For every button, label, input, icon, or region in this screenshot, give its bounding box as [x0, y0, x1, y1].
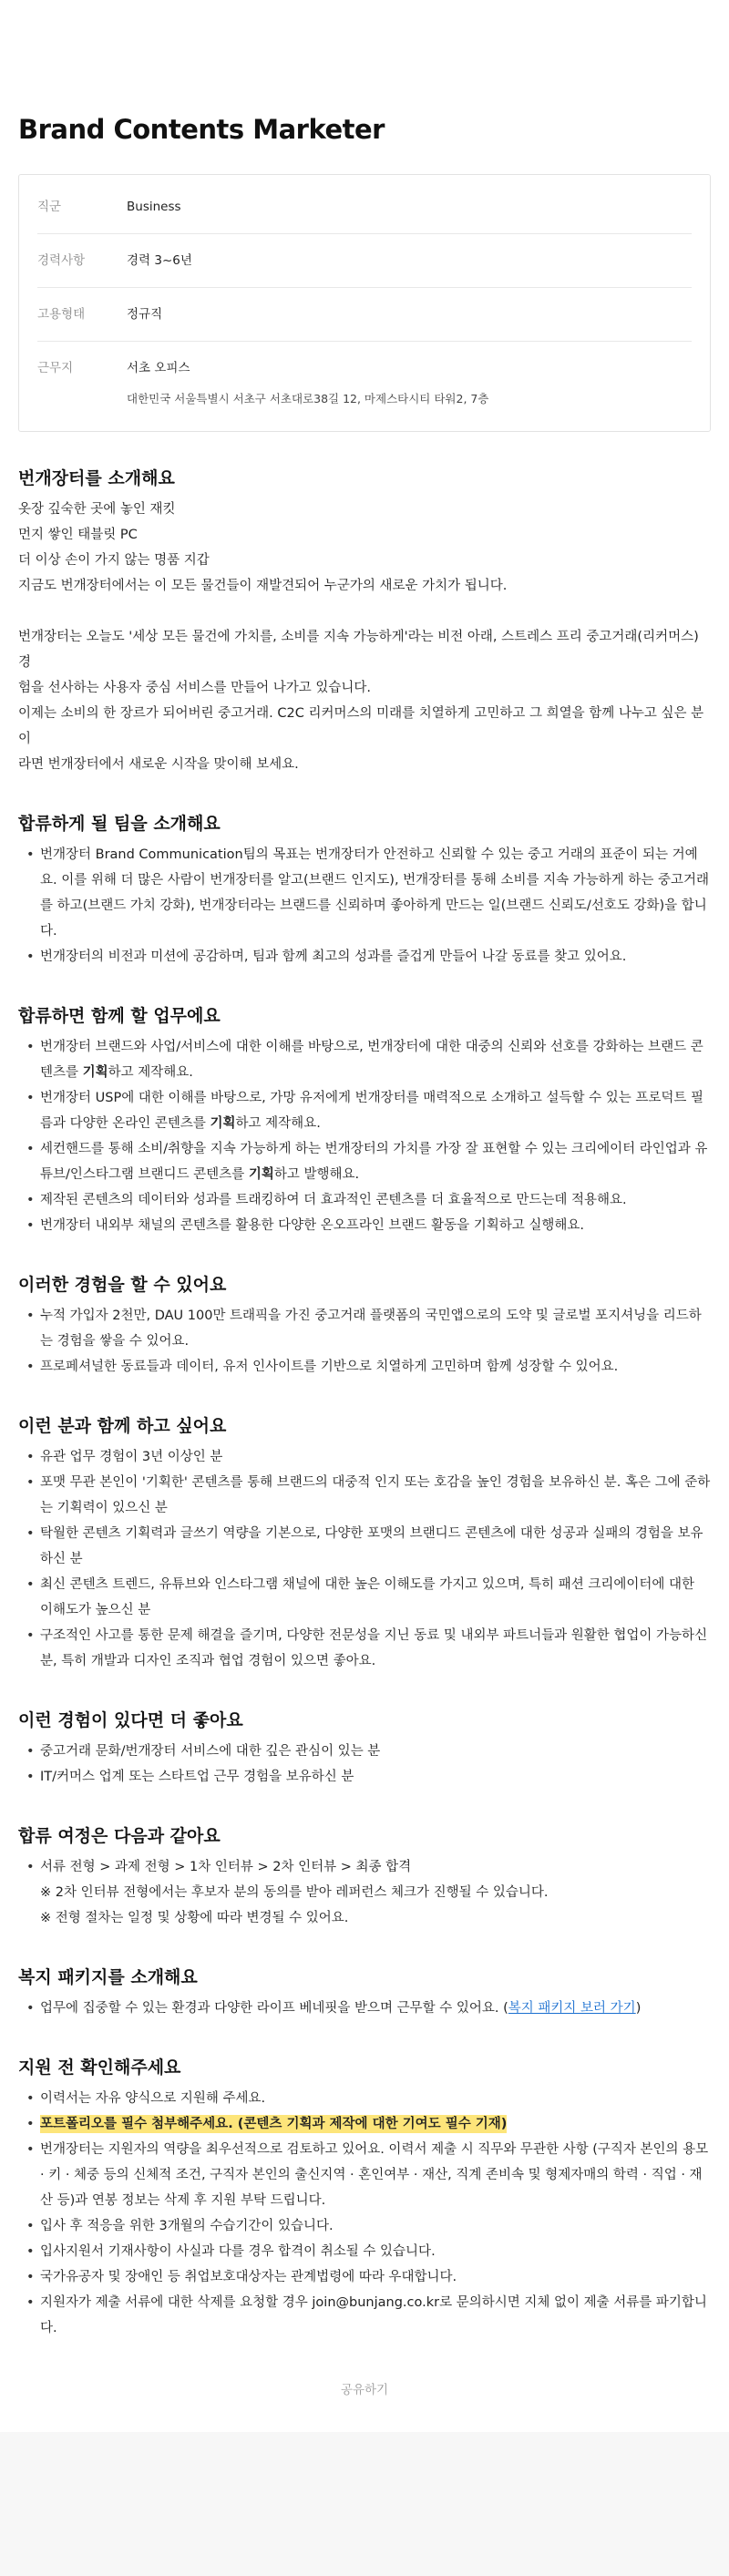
info-row-employment-type [37, 288, 692, 342]
list-item: • 국가유공자 및 장애인 등 취업보호대상자는 관계법령에 따라 우대합니다. [18, 2264, 711, 2290]
benefits-text-close: ) [635, 2001, 642, 2016]
preferred-list [18, 1739, 711, 1790]
duty-text: 번개장터 브랜드와 사업/서비스에 대한 이해를 바탕으로, 번개장터에 대한 대중의 신뢰와 선호를 강화하는 브랜드 콘텐츠를 [40, 1040, 703, 1080]
info-label: 고용형태 [37, 307, 86, 322]
intro-paragraph-1 [18, 497, 711, 599]
list-item: • 중고거래 문화/번개장터 서비스에 대한 깊은 관심이 있는 분 [18, 1739, 711, 1764]
info-label: 근무지 [37, 361, 74, 375]
list-item: • 번개장터는 지원자의 역량을 최우선적으로 검토하고 있어요. 이력서 제출 시 직무와 무관한 사항 (구직자 본인의 용모 · 키 · 체중 등의 신체적 조건, 구직자 본인의 출신지역 · 혼인여부 · 재산, 직계 존비속 및 형제자매의 학력 · 직업 · 재산 등)과 연봉 정보는 삭제 후 지원 부탁 드립니다. [18, 2137, 711, 2213]
list-item [18, 1034, 711, 1085]
duty-text: 번개장터 내외부 채널의 콘텐츠를 활용한 다양한 온오프라인 브랜드 활동을 기획하고 실행해요. [40, 1218, 584, 1233]
footer-area [0, 2432, 729, 2576]
list-item: • 누적 가입자 2천만, DAU 100만 트래픽을 가진 중고거래 플랫폼의 국민앱으로의 도약 및 글로벌 포지셔닝을 리드하는 경험을 쌓을 수 있어요. [18, 1303, 711, 1354]
section-heading-intro: 번개장터를 소개해요 [18, 468, 175, 488]
process-note: ※ 전형 절차는 일정 및 상황에 따라 변경될 수 있어요. [40, 1911, 349, 1925]
intro-line: 라면 번개장터에서 새로운 시작을 맞이해 보세요. [18, 757, 299, 772]
info-value: 정규직 [127, 307, 163, 322]
section-heading-experience: 이러한 경험을 할 수 있어요 [18, 1275, 227, 1295]
duty-emphasis: 기획 [82, 1065, 108, 1080]
list-item [18, 1996, 711, 2021]
duties-list [18, 1034, 711, 1238]
info-label: 직군 [37, 200, 62, 214]
section-heading-duties: 합류하면 함께 할 업무에요 [18, 1006, 221, 1026]
page-title: Brand Contents Marketer [18, 114, 385, 145]
list-item: • 서류 전형 > 과제 전형 > 1차 인터뷰 > 2차 인터뷰 > 최종 합격 [18, 1854, 711, 1880]
list-item: • 탁월한 콘텐츠 기획력과 글쓰기 역량을 기본으로, 다양한 포맷의 브랜디드 콘텐츠에 대한 성공과 실패의 경험을 보유하신 분 [18, 1521, 711, 1572]
section-heading-requirements: 이런 분과 함께 하고 싶어요 [18, 1416, 227, 1436]
duty-text: 제작된 콘텐츠의 데이터와 성과를 트래킹하여 더 효과적인 콘텐츠를 더 효율적으로 만드는데 적용해요. [40, 1193, 627, 1207]
duty-text: 하고 제작해요. [108, 1065, 193, 1080]
info-value: Business [127, 200, 181, 214]
job-posting [0, 111, 729, 2407]
section-heading-preferred: 이런 경험이 있다면 더 좋아요 [18, 1710, 243, 1730]
duty-text: 하고 발행해요. [273, 1167, 360, 1182]
intro-line: 이제는 소비의 한 장르가 되어버린 중고거래. C2C 리커머스의 미래를 치열하게 고민하고 그 희열을 함께 나누고 싶은 분이 [18, 706, 704, 746]
list-item [18, 1187, 711, 1213]
experience-list [18, 1303, 711, 1380]
duty-text: 번개장터 USP에 대한 이해를 바탕으로, 가망 유저에게 번개장터를 매력적으로 소개하고 설득할 수 있는 프로덕트 필름과 다양한 온라인 콘텐츠를 [40, 1091, 704, 1131]
list-item: • 입사지원서 기재사항이 사실과 다를 경우 합격이 취소될 수 있습니다. [18, 2239, 711, 2264]
intro-line: 지금도 번개장터에서는 이 모든 물건들이 재발견되어 누군가의 새로운 가치가 됩니다. [18, 579, 508, 593]
list-item [18, 1136, 711, 1187]
intro-line: 험을 선사하는 사용자 중심 서비스를 만들어 나가고 있습니다. [18, 681, 372, 695]
list-item: • 구조적인 사고를 통한 문제 해결을 즐기며, 다양한 전문성을 지닌 동료 및 내외부 파트너들과 원활한 협업이 가능하신 분, 특히 개발과 디자인 조직과 협업 경험이 있으면 좋아요. [18, 1623, 711, 1674]
notice-list [18, 2086, 711, 2341]
info-value: 경력 3~6년 [127, 253, 192, 268]
intro-line: 번개장터는 오늘도 '세상 모든 물건에 가치를, 소비를 지속 가능하게'라는 비전 아래, 스트레스 프리 중고거래(리커머스) 경 [18, 630, 699, 670]
duty-text: 세컨핸드를 통해 소비/취향을 지속 가능하게 하는 번개장터의 가치를 가장 잘 표현할 수 있는 크리에이터 라인업과 유튜브/인스타그램 브랜디드 콘텐츠를 [40, 1142, 708, 1182]
section-heading-team: 합류하게 될 팀을 소개해요 [18, 814, 221, 834]
section-heading-notice: 지원 전 확인해주세요 [18, 2058, 181, 2078]
job-info-card [18, 174, 711, 432]
info-label: 경력사항 [37, 253, 86, 268]
duty-emphasis: 기획 [210, 1116, 236, 1131]
team-list [18, 842, 711, 970]
benefits-list [18, 1996, 711, 2021]
share-button[interactable]: 공유하기 [340, 2383, 389, 2397]
location-office: 서초 오피스 [127, 361, 190, 375]
list-item: • 유관 업무 경험이 3년 이상인 분 [18, 1444, 711, 1470]
section-heading-process: 합류 여정은 다음과 같아요 [18, 1826, 221, 1846]
benefits-text: 업무에 집중할 수 있는 환경과 다양한 라이프 베네핏을 받으며 근무할 수 있어요. ( [40, 2001, 508, 2016]
list-item [18, 1213, 711, 1238]
info-row-job [37, 180, 692, 234]
list-item [18, 2111, 711, 2137]
list-item: • 번개장터 Brand Communication팀의 목표는 번개장터가 안전하고 신뢰할 수 있는 중고 거래의 표준이 되는 거예요. 이를 위해 더 많은 사람이 번개장터를 알고(브랜드 인지도), 번개장터를 통해 소비를 지속 가능하게 하는 중고거래를 하고(브랜드 가치 강화), 번개장터라는 브랜드를 신뢰하며 좋아하게 만드는 일(브랜드 신뢰도/선호도 강화)을 합니다. [18, 842, 711, 944]
intro-line: 더 이상 손이 가지 않는 명품 지갑 [18, 553, 210, 568]
process-note: ※ 2차 인터뷰 전형에서는 후보자 분의 동의를 받아 레퍼런스 체크가 진행될 수 있습니다. [40, 1885, 549, 1900]
list-item: • IT/커머스 업계 또는 스타트업 근무 경험을 보유하신 분 [18, 1764, 711, 1790]
requirements-list [18, 1444, 711, 1674]
intro-line: 옷장 깊숙한 곳에 놓인 재킷 [18, 502, 176, 517]
info-row-location [37, 342, 692, 426]
list-item [18, 1085, 711, 1136]
portfolio-required-highlight: 포트폴리오를 필수 첨부해주세요. (콘텐츠 기획과 제작에 대한 기여도 필수 기재) [40, 2117, 508, 2131]
location-address: 대한민국 서울특별시 서초구 서초대로38길 12, 마제스타시티 타워2, 7층 [127, 392, 489, 405]
duty-text: 하고 제작해요. [235, 1116, 321, 1131]
process-list [18, 1854, 711, 1931]
list-item: • 번개장터의 비전과 미션에 공감하며, 팀과 함께 최고의 성과를 즐겁게 만들어 나갈 동료를 찾고 있어요. [18, 944, 711, 970]
list-item: • 지원자가 제출 서류에 대한 삭제를 요청할 경우 join@bunjang.co.kr로 문의하시면 지체 없이 제출 서류를 파기합니다. [18, 2290, 711, 2341]
info-value [127, 356, 488, 411]
list-item: • 포맷 무관 본인이 '기획한' 콘텐츠를 통해 브랜드의 대중적 인지 또는 호감을 높인 경험을 보유하신 분. 혹은 그에 준하는 기획력이 있으신 분 [18, 1470, 711, 1521]
info-row-career [37, 234, 692, 288]
section-heading-benefits: 복지 패키지를 소개해요 [18, 1967, 198, 1987]
list-item: • 프로페셔널한 동료들과 데이터, 유저 인사이트를 기반으로 치열하게 고민하며 함께 성장할 수 있어요. [18, 1354, 711, 1380]
list-item: • 입사 후 적응을 위한 3개월의 수습기간이 있습니다. [18, 2213, 711, 2239]
list-item: • 최신 콘텐츠 트렌드, 유튜브와 인스타그램 채널에 대한 높은 이해도를 가지고 있으며, 특히 패션 크리에이터에 대한 이해도가 높으신 분 [18, 1572, 711, 1623]
duty-emphasis: 기획 [248, 1167, 274, 1182]
list-item: • 이력서는 자유 양식으로 지원해 주세요. [18, 2086, 711, 2111]
intro-line: 먼지 쌓인 태블릿 PC [18, 528, 138, 542]
benefits-link[interactable]: 복지 패키지 보러 가기 [508, 2001, 636, 2016]
intro-paragraph-2 [18, 624, 711, 777]
